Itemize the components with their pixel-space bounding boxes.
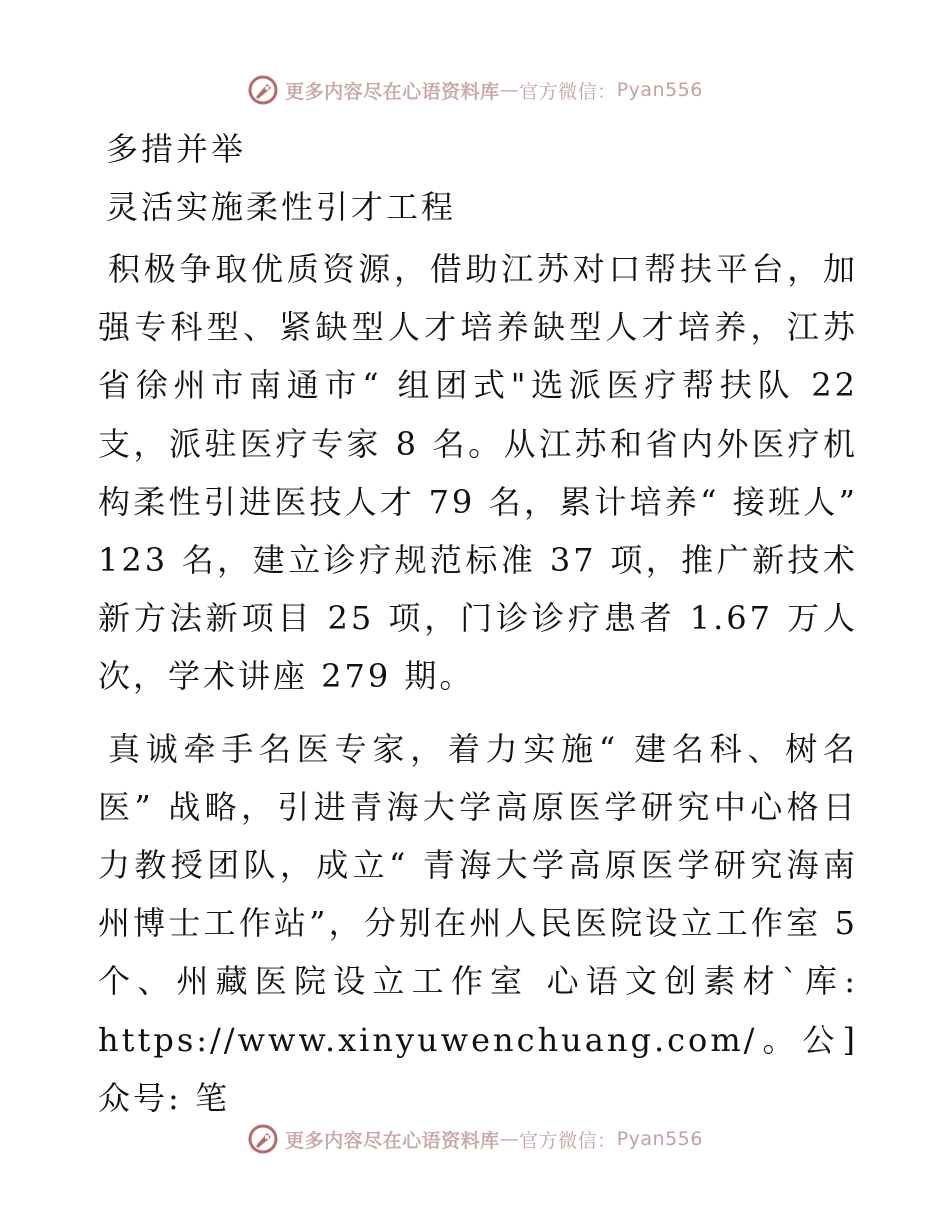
watermark-text: 更多内容尽在心语资料库 <box>285 80 500 103</box>
paragraph-2: 真诚牵手名医专家，着力实施“ 建名科、树名医” 战略，引进青海大学高原医学研究中心格日力教授团队，成立“ 青海大学高原医学研究海南州博士工作站”，分别在州人民医院设立工作室 5 个、州藏医院设立工作室 心语文创素材`库: https://www.xinyuwenchuang.com/。公]众号: 笔 <box>98 729 858 1117</box>
watermark-id: Pyan556 <box>616 1128 703 1150</box>
watermark-header <box>0 73 950 107</box>
watermark-tag: 官方微信： <box>519 1129 617 1152</box>
heading-2: 灵活实施柔性引才工程 <box>106 188 457 226</box>
document-body <box>98 120 858 1127</box>
pen-nib-logo-icon <box>247 1123 279 1155</box>
watermark-tag: 官方微信： <box>519 80 617 103</box>
watermark-separator: — <box>499 79 520 101</box>
heading-1: 多措并举 <box>106 130 247 168</box>
watermark-id: Pyan556 <box>616 79 703 101</box>
pen-nib-logo-icon <box>247 74 279 106</box>
paragraph-1: 积极争取优质资源，借助江苏对口帮扶平台，加强专科型、紧缺型人才培养缺型人才培养，江苏省徐州市南通市“ 组团式"选派医疗帮扶队 22 支，派驻医疗专家 8 名。从江苏和省内外医疗机构柔性引进医技人才 79 名，累计培养“ 接班人” 123 名，建立诊疗规范标准 37 项，推广新技术新方法新项目 25 项，门诊诊疗患者 1.67 万人次，学术讲座 279 期。 <box>98 250 858 696</box>
watermark-separator: — <box>499 1128 520 1150</box>
watermark-text: 更多内容尽在心语资料库 <box>285 1129 500 1152</box>
watermark-footer <box>0 1122 950 1156</box>
